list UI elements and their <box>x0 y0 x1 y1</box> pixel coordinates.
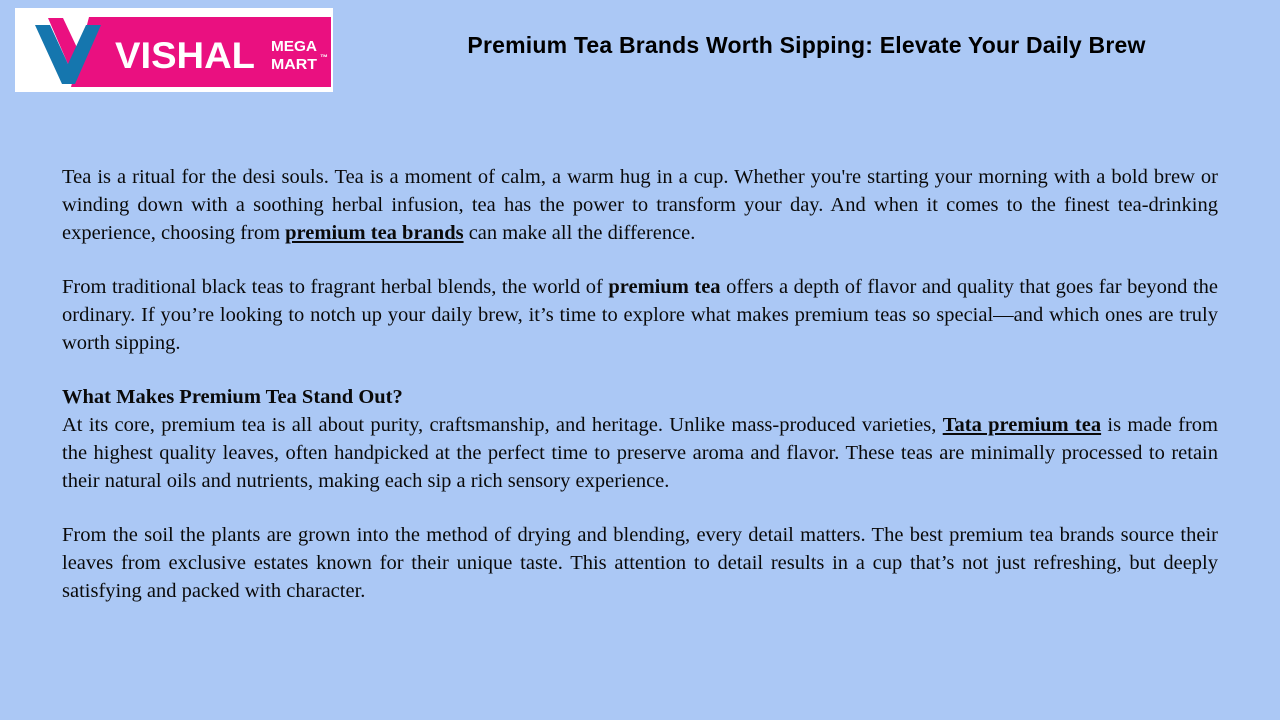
logo-mart-text: MART <box>271 56 317 73</box>
logo-mega-text: MEGA <box>271 38 318 55</box>
bold-text: premium tea <box>608 276 721 298</box>
paragraph: At its core, premium tea is all about purity, craftsmanship, and heritage. Unlike mass-produced varieties, Tata premium tea is made from the highest quality leaves, often handpicked at the perfect time to preserve aroma and flavor. These teas are minimally processed to retain their natural oils and nutrients, making each sip a rich sensory experience. <box>62 414 1218 492</box>
inline-link[interactable]: premium tea brands <box>285 222 464 244</box>
vishal-logo-graphic <box>15 8 333 92</box>
logo-trademark-symbol: ™ <box>320 53 328 62</box>
page-title: Premium Tea Brands Worth Sipping: Elevate Your Daily Brew <box>467 32 1146 58</box>
paragraph: From traditional black teas to fragrant herbal blends, the world of premium tea offers a depth of flavor and quality that goes far beyond the ordinary. If you’re looking to notch up your daily brew, it’s time to explore what makes premium teas so special—and which ones are truly worth sipping. <box>62 276 1218 354</box>
title-area <box>333 8 1280 59</box>
article-body <box>62 163 1218 605</box>
paragraph: Tea is a ritual for the desi souls. Tea is a moment of calm, a warm hug in a cup. Whether you're starting your morning with a bold brew or winding down with a soothing herbal infusion, tea has the power to transform your day. And when it comes to the finest tea-drinking experience, choosing from premium tea brands can make all the difference. <box>62 166 1218 244</box>
inline-link[interactable]: Tata premium tea <box>942 414 1102 436</box>
header <box>0 0 1280 92</box>
section-heading: What Makes Premium Tea Stand Out? <box>62 386 403 408</box>
paragraph: From the soil the plants are grown into the method of drying and blending, every detail matters. The best premium tea brands source their leaves from exclusive estates known for their unique taste. This attention to detail results in a cup that’s not just refreshing, but deeply satisfying and packed with character. <box>62 524 1218 602</box>
vishal-mega-mart-logo <box>15 8 333 92</box>
logo-wordmark: VISHAL <box>115 35 255 76</box>
